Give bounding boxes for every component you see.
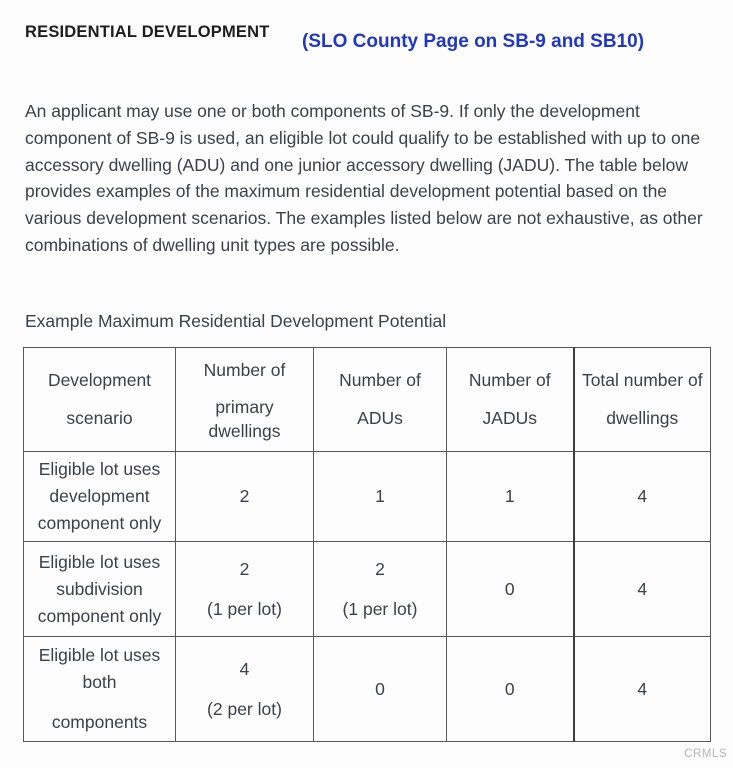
- cell-adus: 0: [314, 637, 447, 742]
- cell-jadus: 1: [447, 452, 574, 542]
- page-title: RESIDENTIAL DEVELOPMENT: [25, 23, 270, 41]
- page-subtitle: (SLO County Page on SB-9 and SB10): [302, 31, 645, 52]
- table-caption: Example Maximum Residential Development Potential: [25, 311, 447, 331]
- header-text: JADUs: [482, 408, 537, 428]
- table-row: [24, 452, 711, 542]
- cell-jadus: 0: [447, 542, 574, 637]
- table-header-row: [24, 348, 711, 452]
- header-text: Development: [47, 370, 152, 390]
- header-text: Number of: [339, 370, 421, 390]
- intro-paragraph: An applicant may use one or both components of SB-9. If only the development component of SB-9 is used, an eligible lot could qualify to be established with up to one accessory dwelling (ADU) and one junior accessory dwelling (JADU). The table below provides examples of the maximum residential development potential based on the various development scenarios. The examples listed below are not exhaustive, as other combinations of dwelling unit types are possible.: [25, 101, 703, 255]
- cell-total-dwellings: 4: [574, 637, 711, 742]
- cell-scenario: Eligible lot uses both components: [24, 637, 176, 742]
- header-text: dwellings: [606, 408, 679, 428]
- development-potential-table: [23, 347, 711, 742]
- table-row: [24, 637, 711, 742]
- header-cell-adus: [314, 348, 447, 452]
- header-cell-total: [574, 348, 711, 452]
- cell-note: (1 per lot): [207, 598, 282, 619]
- header-text: primary dwellings: [208, 396, 281, 441]
- header-text: ADUs: [357, 408, 403, 428]
- cell-scenario: Eligible lot uses subdivision component only: [24, 542, 176, 637]
- crmls-watermark: CRMLS: [684, 748, 727, 760]
- header-cell-jadus: [447, 348, 574, 452]
- cell-adus: 1: [314, 452, 447, 542]
- cell-scenario: Eligible lot uses development component only: [24, 452, 176, 542]
- header-cell-scenario: [24, 348, 176, 452]
- cell-primary-dwellings: 4 (2 per lot): [176, 637, 314, 742]
- cell-note: (1 per lot): [342, 598, 418, 619]
- cell-primary-dwellings: 2: [176, 452, 314, 542]
- cell-jadus: 0: [447, 637, 574, 742]
- header-text: Number of: [468, 370, 551, 390]
- cell-total-dwellings: 4: [574, 452, 711, 542]
- table-row: [24, 542, 711, 637]
- header-text: Total number of: [581, 370, 703, 390]
- cell-primary-dwellings: 2 (1 per lot): [176, 542, 314, 637]
- cell-adus: 2 (1 per lot): [314, 542, 447, 637]
- cell-total-dwellings: 4: [574, 542, 711, 637]
- header-text: Number of: [203, 359, 286, 380]
- header-cell-primary: [176, 348, 314, 452]
- cell-note: (2 per lot): [207, 698, 282, 719]
- header-text: scenario: [66, 408, 133, 428]
